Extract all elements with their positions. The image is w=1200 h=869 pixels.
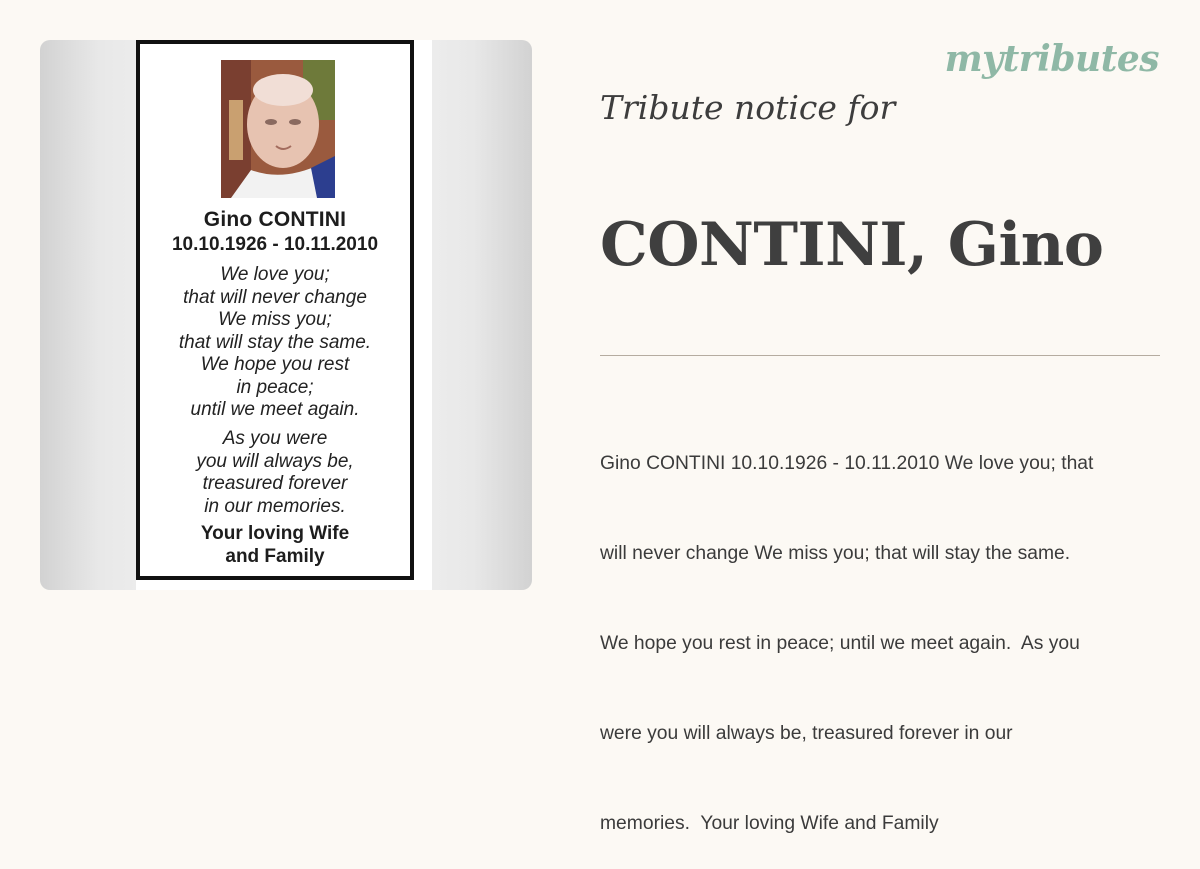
summary-line: were you will always be, treasured forever in our xyxy=(600,723,1013,744)
page-title: CONTINI, Gino xyxy=(600,210,1104,280)
divider xyxy=(600,355,1160,356)
summary-line: will never change We miss you; that will stay the same. xyxy=(600,543,1071,564)
notice-signoff xyxy=(140,522,410,568)
verse-line: that will stay the same. xyxy=(178,331,372,353)
notice-image-card xyxy=(40,40,532,590)
verse-line: in our memories. xyxy=(204,495,346,517)
notice-name: Gino CONTINI xyxy=(203,208,347,231)
verse-line: As you were xyxy=(222,428,328,449)
summary-line: Gino CONTINI 10.10.1926 - 10.11.2010 We love you; that xyxy=(600,453,1094,474)
verse-line: treasured forever xyxy=(202,473,348,494)
notice-verse-1 xyxy=(140,264,410,422)
newspaper-notice xyxy=(136,40,432,590)
logo-tributes: tributes xyxy=(1002,38,1159,80)
signoff-line: Your loving Wife xyxy=(200,523,350,544)
tribute-summary xyxy=(600,389,1160,869)
verse-line: We hope you rest xyxy=(200,354,350,375)
notice-verse-2 xyxy=(140,428,410,518)
verse-line: you will always be, xyxy=(196,450,354,472)
summary-line: We hope you rest in peace; until we meet again. As you xyxy=(600,633,1080,654)
portrait-photo xyxy=(221,60,335,198)
page-subtitle: Tribute notice for xyxy=(600,88,896,127)
notice-dates: 10.10.1926 - 10.11.2010 xyxy=(171,234,379,255)
notice-border xyxy=(136,40,414,580)
verse-line: in peace; xyxy=(236,376,314,398)
verse-line: until we meet again. xyxy=(190,399,360,420)
logo-my: my xyxy=(944,38,1003,80)
verse-line: that will never change xyxy=(183,286,367,308)
verse-line: We miss you; xyxy=(218,309,332,330)
verse-line: We love you; xyxy=(220,264,330,285)
summary-line: memories. Your loving Wife and Family xyxy=(600,813,939,834)
signoff-line: and Family xyxy=(225,546,325,567)
mytributes-logo[interactable] xyxy=(945,38,1159,80)
